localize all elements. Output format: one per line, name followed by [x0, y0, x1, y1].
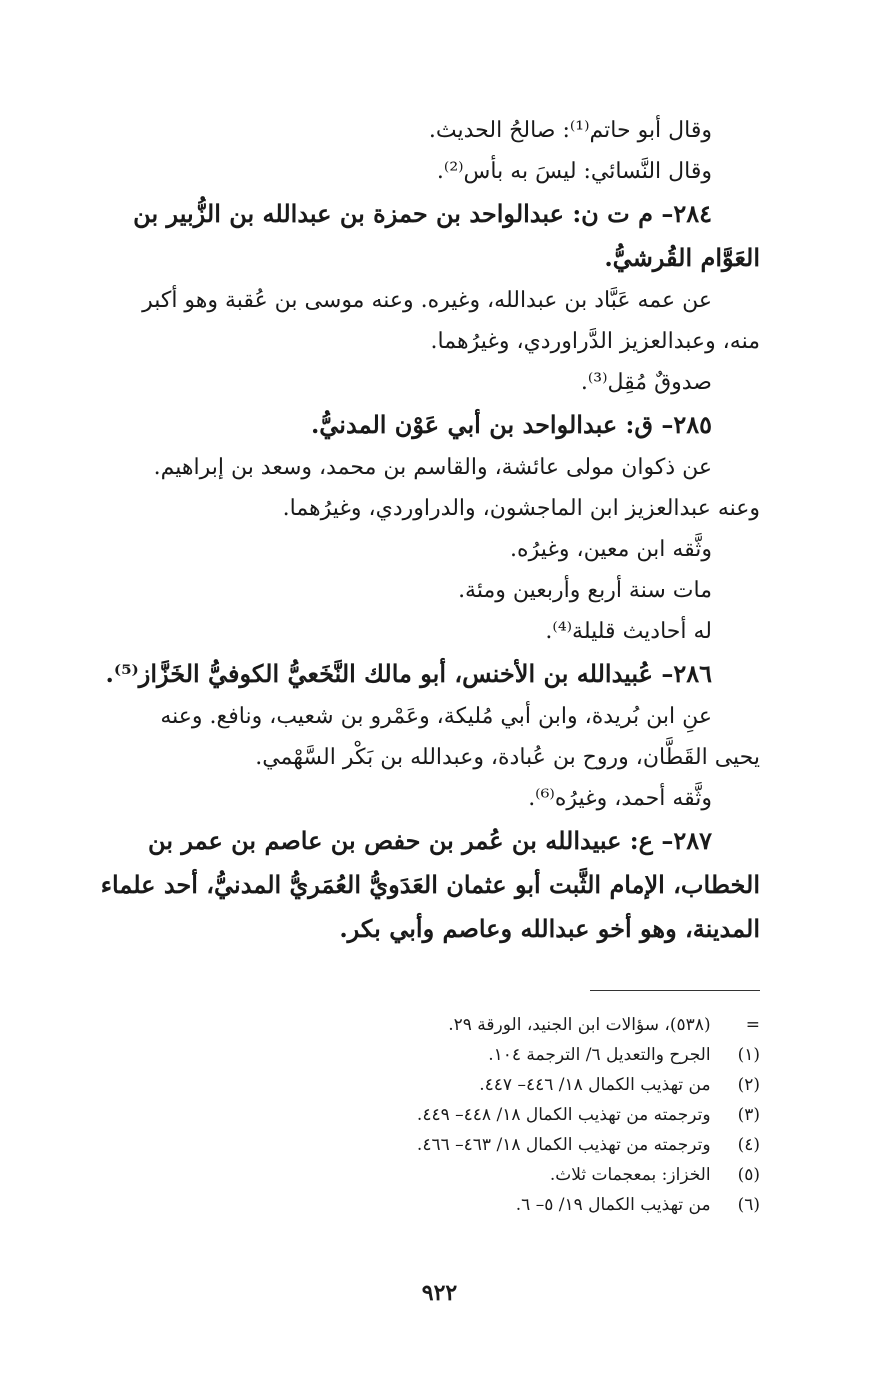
text-line: يحيى القَطَّان، وروح بن عُبادة، وعبدالله بن بَكْر السَّهْمي.: [255, 745, 760, 770]
entry-heading-284: ٢٨٤– م ت ن: عبدالواحد بن حمزة بن عبدالله بن الزُّبير بن: [133, 199, 712, 228]
footnote-divider: [590, 990, 760, 991]
footnote-mark: (٦): [737, 1195, 760, 1215]
entry-heading-287: ٢٨٧– ع: عبيدالله بن عُمر بن حفص بن عاصم بن عمر بن: [148, 826, 712, 855]
text-line: وقال النَّسائي: ليسَ به بأس⁽²⁾.: [436, 159, 712, 184]
footnote-text: وترجمته من تهذيب الكمال ١٨/ ٤٤٨– ٤٤٩.: [416, 1105, 711, 1125]
footnote-item: [40, 1070, 760, 1100]
footnote-text: وترجمته من تهذيب الكمال ١٨/ ٤٦٣– ٤٦٦.: [416, 1135, 711, 1155]
footnote-item: [40, 1010, 760, 1040]
text-line: وعنه عبدالعزيز ابن الماجشون، والدراوردي، وغيرُهما.: [282, 496, 760, 521]
footnote-item: [40, 1040, 760, 1070]
footnote-text: من تهذيب الكمال ١٩/ ٥– ٦.: [515, 1195, 711, 1215]
page-number: ٩٢٢: [421, 1280, 458, 1306]
entry-heading-285: ٢٨٥– ق: عبدالواحد بن أبي عَوْن المدنيُّ.: [310, 410, 712, 439]
footnote-text: الخزاز: بمعجمات ثلاث.: [549, 1165, 711, 1185]
text-line: عن ذكوان مولى عائشة، والقاسم بن محمد، وسعد بن إبراهيم.: [153, 455, 712, 480]
footnote-item: [40, 1160, 760, 1190]
footnote-item: [40, 1130, 760, 1160]
footnote-mark: (٥): [737, 1165, 760, 1185]
text-line: مات سنة أربع وأربعين ومئة.: [458, 578, 712, 603]
text-line: وثَّقه ابن معين، وغيرُه.: [510, 537, 712, 562]
footnote-mark: (٣): [737, 1105, 760, 1125]
text-line: له أحاديث قليلة⁽⁴⁾.: [545, 619, 712, 644]
entry-heading-287-cont: الخطاب، الإمام الثَّبت أبو عثمان العَدَويُّ العُمَريُّ المدنيُّ، أحد علماء: [100, 870, 760, 899]
footnote-mark: (٢): [737, 1075, 760, 1095]
footnote-item: [40, 1100, 760, 1130]
text-line: عن عمه عَبَّاد بن عبدالله، وغيره. وعنه موسى بن عُقبة وهو أكبر: [142, 288, 712, 313]
text-line: منه، وعبدالعزيز الدَّراوردي، وغيرُهما.: [430, 329, 760, 354]
page-body: [40, 110, 760, 951]
text-line: وقال أبو حاتم⁽¹⁾: صالحُ الحديث.: [428, 118, 712, 143]
entry-heading-284-cont: العَوَّام القُرشيُّ.: [604, 243, 760, 272]
footnote-text: من تهذيب الكمال ١٨/ ٤٤٦– ٤٤٧.: [479, 1075, 711, 1095]
footnotes: [40, 1010, 760, 1220]
entry-heading-286: ٢٨٦– عُبيدالله بن الأخنس، أبو مالك النَّخَعيُّ الكوفيُّ الخَزَّاز⁽⁵⁾.: [105, 659, 712, 688]
footnote-text: الجرح والتعديل ٦/ الترجمة ١٠٤.: [488, 1045, 711, 1065]
footnote-text: (٥٣٨)، سؤالات ابن الجنيد، الورقة ٢٩.: [448, 1015, 711, 1035]
text-line: صدوقٌ مُقِل⁽³⁾.: [580, 370, 712, 395]
entry-heading-287-cont: المدينة، وهو أخو عبدالله وعاصم وأبي بكر.: [339, 914, 760, 943]
footnote-mark: (١): [737, 1045, 760, 1065]
text-line: وثَّقه أحمد، وغيرُه⁽⁶⁾.: [528, 786, 712, 811]
footnote-item: [40, 1190, 760, 1220]
footnote-mark: =: [745, 1015, 760, 1035]
text-line: عنِ ابن بُريدة، وابن أبي مُليكة، وعَمْرو بن شعيب، ونافع. وعنه: [160, 704, 712, 729]
footnote-mark: (٤): [737, 1135, 760, 1155]
